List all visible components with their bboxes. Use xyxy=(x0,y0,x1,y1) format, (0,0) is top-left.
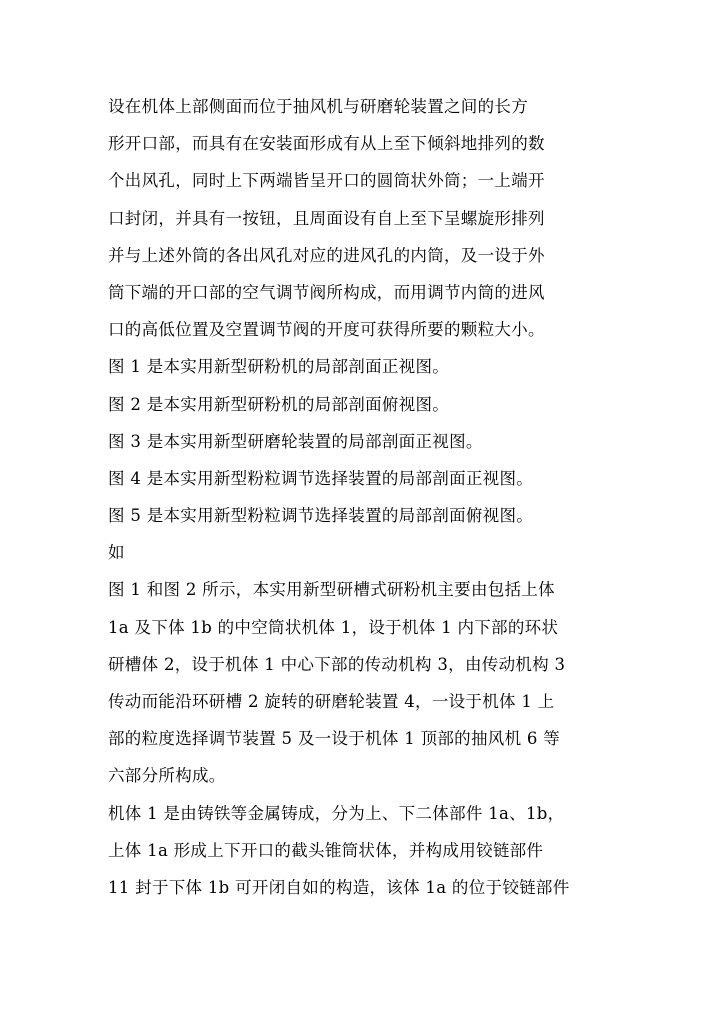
figure-caption-line: 图 4 是本实用新型粉粒调节选择装置的局部剖面正视图。 xyxy=(108,468,534,488)
text-line: 并与上述外筒的各出风孔对应的进风孔的内筒，及一设于外 xyxy=(108,245,545,265)
text-line: 筒下端的开口部的空气调节阀所构成，而用调节内筒的进风 xyxy=(108,282,545,302)
text-line: 如 xyxy=(108,543,125,563)
text-line: 口的高低位置及空置调节阀的开度可获得所要的颗粒大小。 xyxy=(108,320,545,340)
figure-caption-line: 图 5 是本实用新型粉粒调节选择装置的局部剖面俯视图。 xyxy=(108,506,534,526)
text-line: 1a 及下体 1b 的中空筒状机体 1，设于机体 1 内下部的环状 xyxy=(108,617,559,637)
text-line: 图 1 和图 2 所示，本实用新型研槽式研粉机主要由包括上体 xyxy=(108,580,555,600)
text-line: 部的粒度选择调节装置 5 及一设于机体 1 顶部的抽风机 6 等 xyxy=(108,729,561,749)
figure-caption-line: 图 1 是本实用新型研粉机的局部剖面正视图。 xyxy=(108,357,450,377)
text-line: 形开口部，而具有在安装面形成有从上至下倾斜地排列的数 xyxy=(108,134,545,154)
text-line: 机体 1 是由铸铁等金属铸成，分为上、下二体部件 1a、1b， xyxy=(108,803,565,823)
text-line: 传动而能沿环研槽 2 旋转的研磨轮装置 4，一设于机体 1 上 xyxy=(108,692,555,711)
text-line: 设在机体上部侧面而位于抽风机与研磨轮装置之间的长方 xyxy=(108,97,528,116)
figure-caption-line: 图 2 是本实用新型研粉机的局部剖面俯视图。 xyxy=(108,394,450,414)
text-line: 口封闭，并具有一按钮，且周面设有自上至下呈螺旋形排列 xyxy=(108,208,545,228)
text-line: 六部分所构成。 xyxy=(108,766,226,786)
text-line: 11 封于下体 1b 可开闭自如的构造，该体 1a 的位于铰链部件 xyxy=(108,877,570,897)
text-line: 上体 1a 形成上下开口的截头锥筒状体，并构成用铰链部件 xyxy=(108,840,544,860)
text-line: 研槽体 2，设于机体 1 中心下部的传动机构 3，由传动机构 3 xyxy=(108,654,566,674)
figure-caption-line: 图 3 是本实用新型研磨轮装置的局部剖面正视图。 xyxy=(108,431,483,451)
body-text xyxy=(108,88,618,906)
text-line: 个出风孔，同时上下两端皆呈开口的圆筒状外筒；一上端开 xyxy=(108,171,545,191)
